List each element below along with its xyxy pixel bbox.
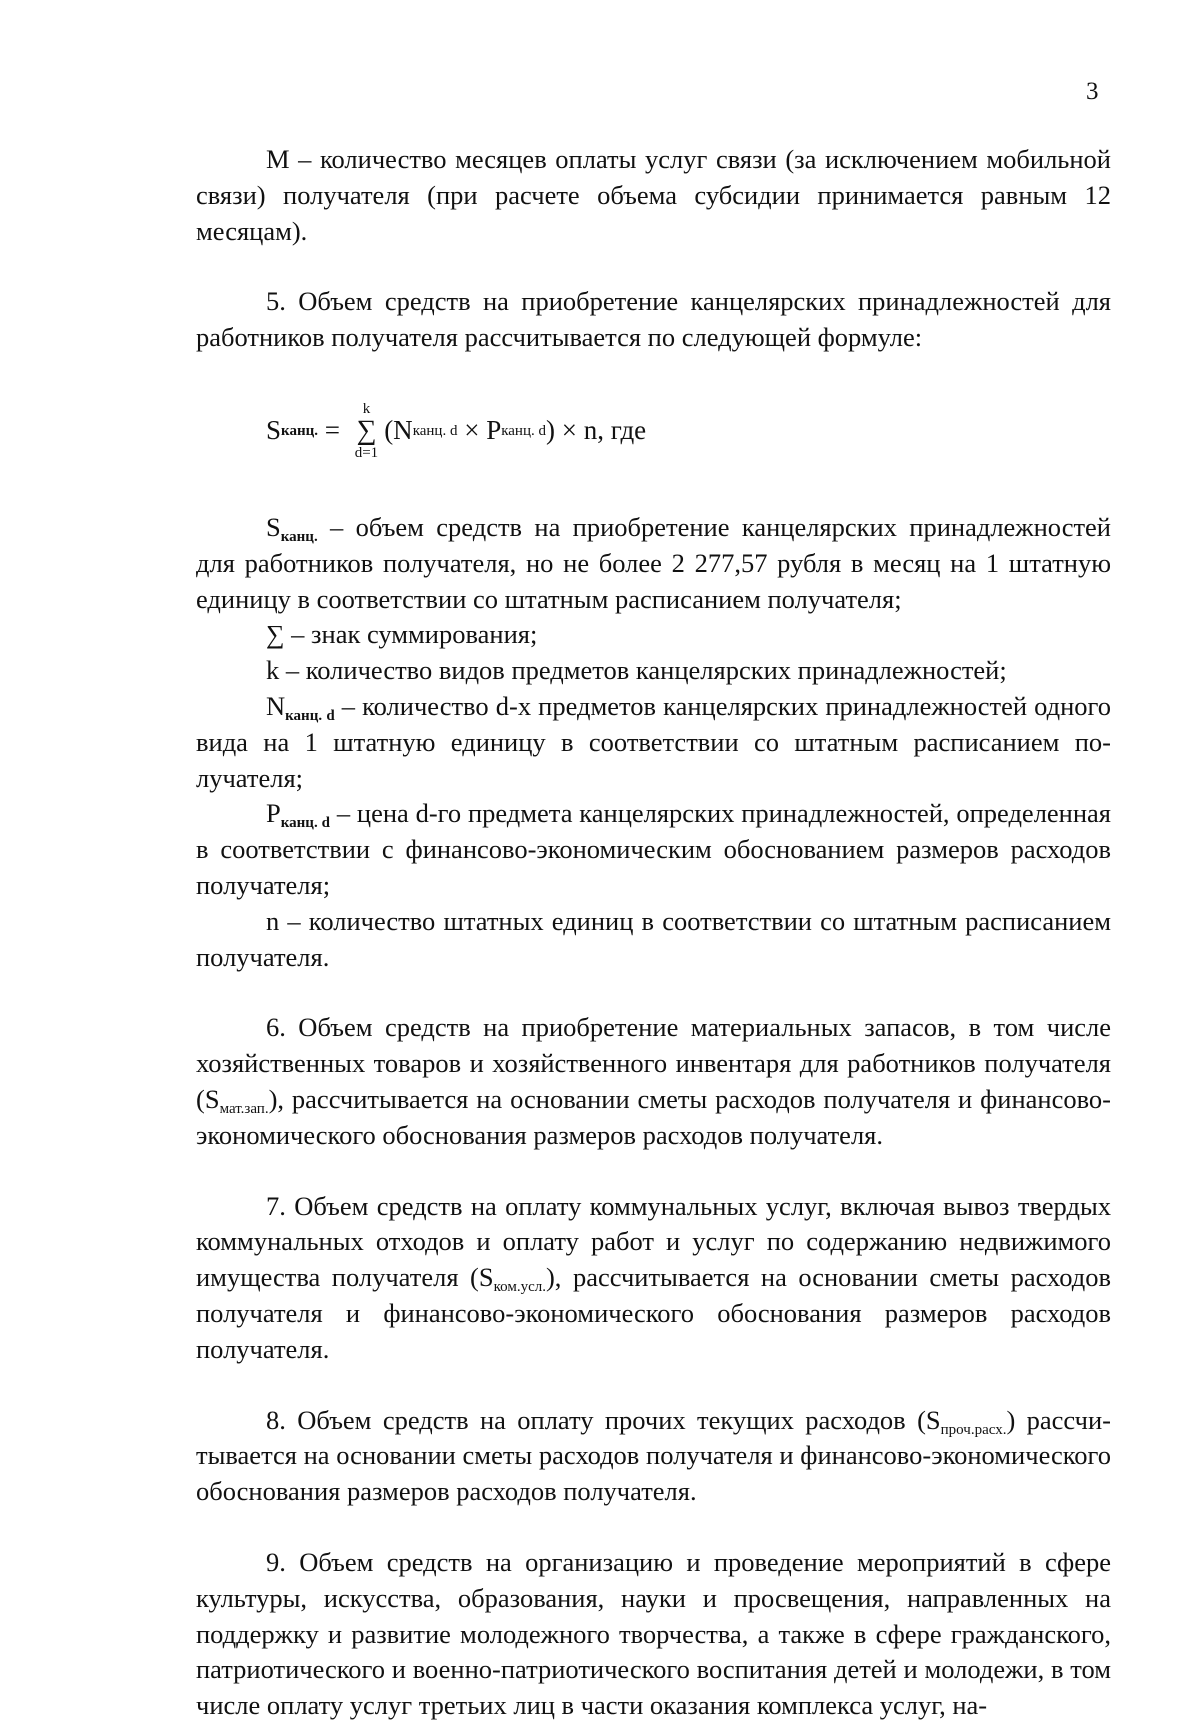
definition-k [196, 653, 1111, 689]
paragraph-6 [196, 1010, 1111, 1153]
definition-p-symbol: P [266, 798, 281, 829]
definition-n-subscript: канц. d [285, 707, 335, 724]
paragraph-5-text: 5. Объем средств на приобретение канцелярских принадлежностей для работников получателя рассчитывается по следующей формуле: [196, 286, 1111, 353]
paragraph-6-rest: ), рассчитывается на основании сметы расходов получателя и финансово-экономического обоснования размеров расходов получателя. [196, 1083, 1111, 1150]
paragraph-6-text: 6. Объем средств на приобретение материальных запасов, в том числе хозяйственных товаров и хозяйственного инвентаря для работников получателя (S [196, 1012, 1111, 1114]
paragraph-6-subscript: мат.зап. [219, 1100, 269, 1117]
formula-open-n: (N [384, 415, 413, 446]
summation-upper-limit: k [362, 400, 371, 417]
formula-s: S [266, 415, 282, 446]
definition-sum-symbol: ∑ [266, 620, 285, 650]
definition-staff-n [196, 904, 1111, 976]
definition-s-subscript: канц. [280, 528, 318, 545]
paragraph-months [196, 142, 1111, 249]
paragraph-7-text: 7. Объем средств на оплату коммунальных услуг, включая вывоз твердых коммунальных отходов и оплату работ и услуг по содержанию недвижимого имущества получателя (S [196, 1190, 1111, 1293]
definition-sum-text: – знак суммирования; [284, 619, 538, 650]
paragraph-7-rest: ), рассчитывается на основании сметы расходов получателя и финансово-экономического обоснования размеров расходов получателя. [196, 1262, 1111, 1364]
paragraph-8 [196, 1403, 1111, 1510]
summation-lower-limit: d=1 [354, 444, 379, 461]
definition-n-symbol: N [266, 690, 286, 721]
paragraph-5 [196, 284, 1111, 356]
paragraph-7-subscript: ком.усл. [493, 1279, 546, 1296]
summation-block [355, 400, 378, 462]
summation-sign: ∑ [356, 414, 377, 446]
definition-k-text: k – количество видов предметов канцелярских принадлежностей; [266, 655, 1007, 686]
formula-definitions [196, 510, 1111, 975]
definition-s-symbol: S [266, 511, 281, 542]
formula-times-p: × P [457, 415, 502, 446]
definition-p-text: – цена d-го предмета канцелярских принадлежностей, определенная в соответствии с финансово-экономическим обоснованием размеров расходов получателя; [196, 798, 1111, 900]
formula-equals: = [317, 415, 347, 446]
definition-s [196, 510, 1111, 617]
definition-p [196, 796, 1111, 903]
page-number: 3 [1086, 78, 1099, 105]
stationery-formula: S канц. = k ∑ d=1 (N канц. d × P канц. d ) × n, где [266, 400, 647, 461]
paragraph-months-text: М – количество месяцев оплаты услуг связи (за исключением мобильной связи) получателя (при расчете объема субсидии принимается равным 12 месяцам). [196, 144, 1111, 246]
paragraph-8-rest: ) рассчитывается на основании сметы расходов получателя и финансово-экономического обоснования размеров расходов получателя. [196, 1404, 1111, 1507]
formula-close: ) × n, где [546, 415, 647, 446]
definition-staff-n-text: n – количество штатных единиц в соответствии со штатным расписанием получателя. [196, 905, 1111, 972]
definition-n [196, 689, 1111, 796]
definition-sum [196, 617, 1111, 653]
document-body [196, 142, 1111, 1724]
paragraph-7 [196, 1189, 1111, 1368]
definition-p-subscript: канц. d [280, 815, 330, 832]
paragraph-8-text: 8. Объем средств на оплату прочих текущих расходов (S [266, 1404, 941, 1435]
paragraph-9 [196, 1545, 1111, 1724]
paragraph-8-subscript: проч.расх. [940, 1421, 1007, 1438]
definition-n-text: – количество d-х предметов канцелярских принадлежностей одного вида на 1 штатную единицу в соответствии со штатным расписанием получателя; [196, 690, 1111, 793]
paragraph-9-text: 9. Объем средств на организацию и проведение мероприятий в сфере культуры, искусства, образования, науки и просвещения, направленных на поддержку и развитие молодежного творчества, а также в сфере гражданского, патриотического и военно-патриотического воспитания детей и молодежи, в том числе оплату услуг третьих лиц в части оказания комплекса услуг, на- [196, 1546, 1111, 1721]
definition-s-text: – объем средств на приобретение канцелярских принадлежностей для работников получателя, но не более 2 277,57 рубля в месяц на 1 штатную единицу в соответствии со штатным расписанием получателя; [196, 511, 1111, 614]
